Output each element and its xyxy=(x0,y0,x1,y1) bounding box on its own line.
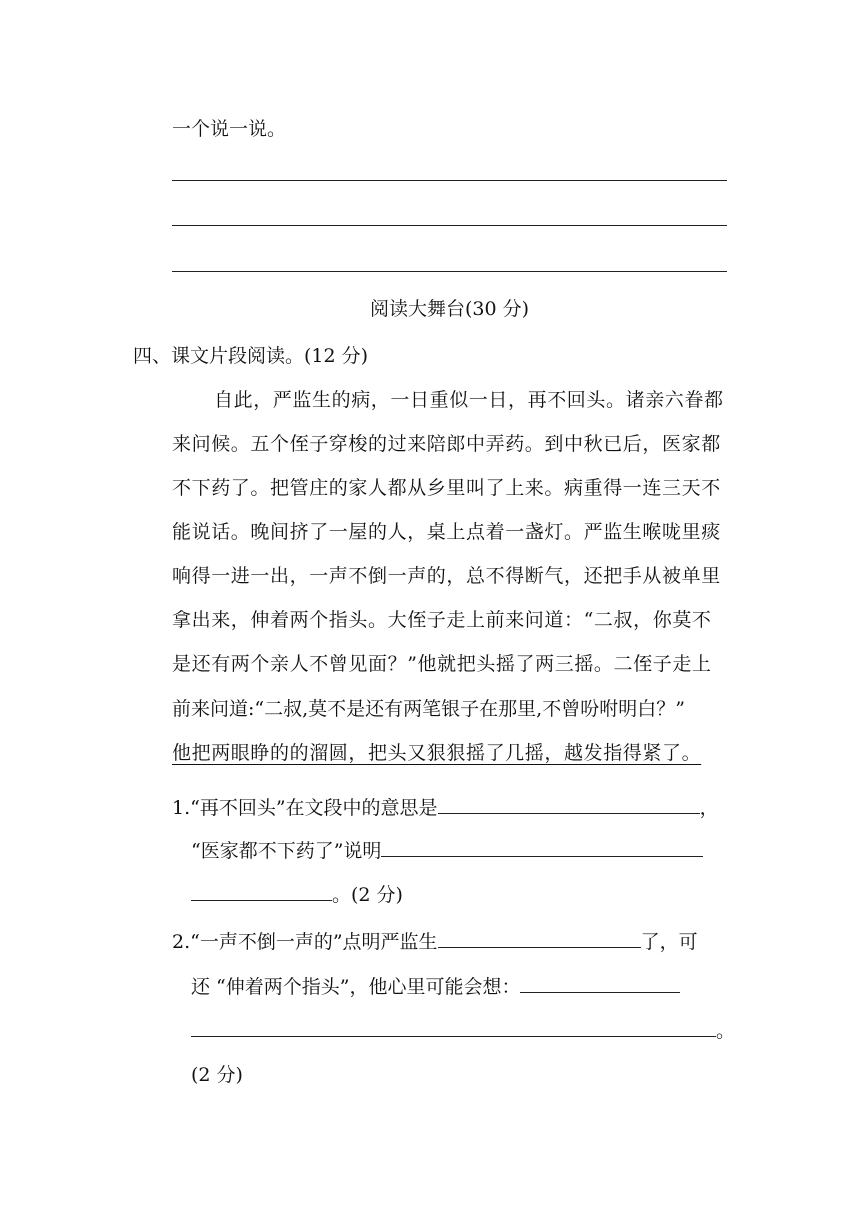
q1-score: 。(2 分) xyxy=(332,884,403,906)
q1-line3 xyxy=(191,882,403,907)
answer-line-2[interactable] xyxy=(172,225,727,226)
passage-line: 前来问道:“二叔,莫不是还有两笔银子在那里,不曾吩咐明白？” xyxy=(172,698,685,720)
q2-line2 xyxy=(191,974,680,999)
intro-tail: 一个说一说。 xyxy=(172,118,287,140)
passage-line: 能说话。晚间挤了一屋的人，桌上点着一盏灯。严监生喉咙里痰 xyxy=(172,521,721,543)
q1-blank-2[interactable] xyxy=(381,838,703,857)
q1-prompt-2: “医家都不下药了”说明 xyxy=(191,840,382,862)
passage-line: 响得一进一出，一声不倒一声的，总不得断气，还把手从被单里 xyxy=(172,565,721,587)
q2-line3 xyxy=(191,1018,735,1043)
q1-line1 xyxy=(172,795,719,820)
q2-blank-3[interactable] xyxy=(191,1018,716,1037)
answer-line-3[interactable] xyxy=(172,271,727,272)
q2-period: 。 xyxy=(716,1020,736,1042)
passage-line-underlined: 他把两眼睁的的溜圆，把头又狠狠摇了几摇，越发指得紧了。 xyxy=(172,742,702,764)
q4-heading: 四、课文片段阅读。(12 分) xyxy=(133,345,369,367)
passage-line: 来问候。五个侄子穿梭的过来陪郎中弄药。到中秋已后，医家都 xyxy=(172,433,721,455)
q2-prompt-2: 还 “伸着两个指头”，他心里可能会想： xyxy=(191,976,521,998)
passage-line: 不下药了。把管庄的家人都从乡里叫了上来。病重得一连三天不 xyxy=(172,477,721,499)
q2-score: (2 分) xyxy=(191,1064,243,1086)
passage-line: 是还有两个亲人不曾见面？”他就把头摇了两三摇。二侄子走上 xyxy=(172,653,712,675)
q2-line1-end: 了，可 xyxy=(640,931,698,953)
q2-line1 xyxy=(172,929,698,954)
q2-blank-2[interactable] xyxy=(520,974,680,993)
q1-blank-3[interactable] xyxy=(191,882,332,901)
q1-blank-1[interactable] xyxy=(438,795,700,814)
answer-line-1[interactable] xyxy=(172,180,727,181)
q2-prompt: 2.“一声不倒一声的”点明严监生 xyxy=(172,931,438,953)
q1-prompt: 1.“再不回头”在文段中的意思是 xyxy=(172,797,438,819)
q1-line2 xyxy=(191,838,703,863)
passage-line: 拿出来，伸着两个指头。大侄子走上前来问道：“二叔，你莫不 xyxy=(172,609,712,631)
q2-blank-1[interactable] xyxy=(438,929,641,948)
section-title: 阅读大舞台(30 分) xyxy=(370,298,530,320)
passage-line: 自此，严监生的病，一日重似一日，再不回头。诸亲六眷都 xyxy=(214,389,724,411)
q1-comma: ， xyxy=(699,797,719,819)
